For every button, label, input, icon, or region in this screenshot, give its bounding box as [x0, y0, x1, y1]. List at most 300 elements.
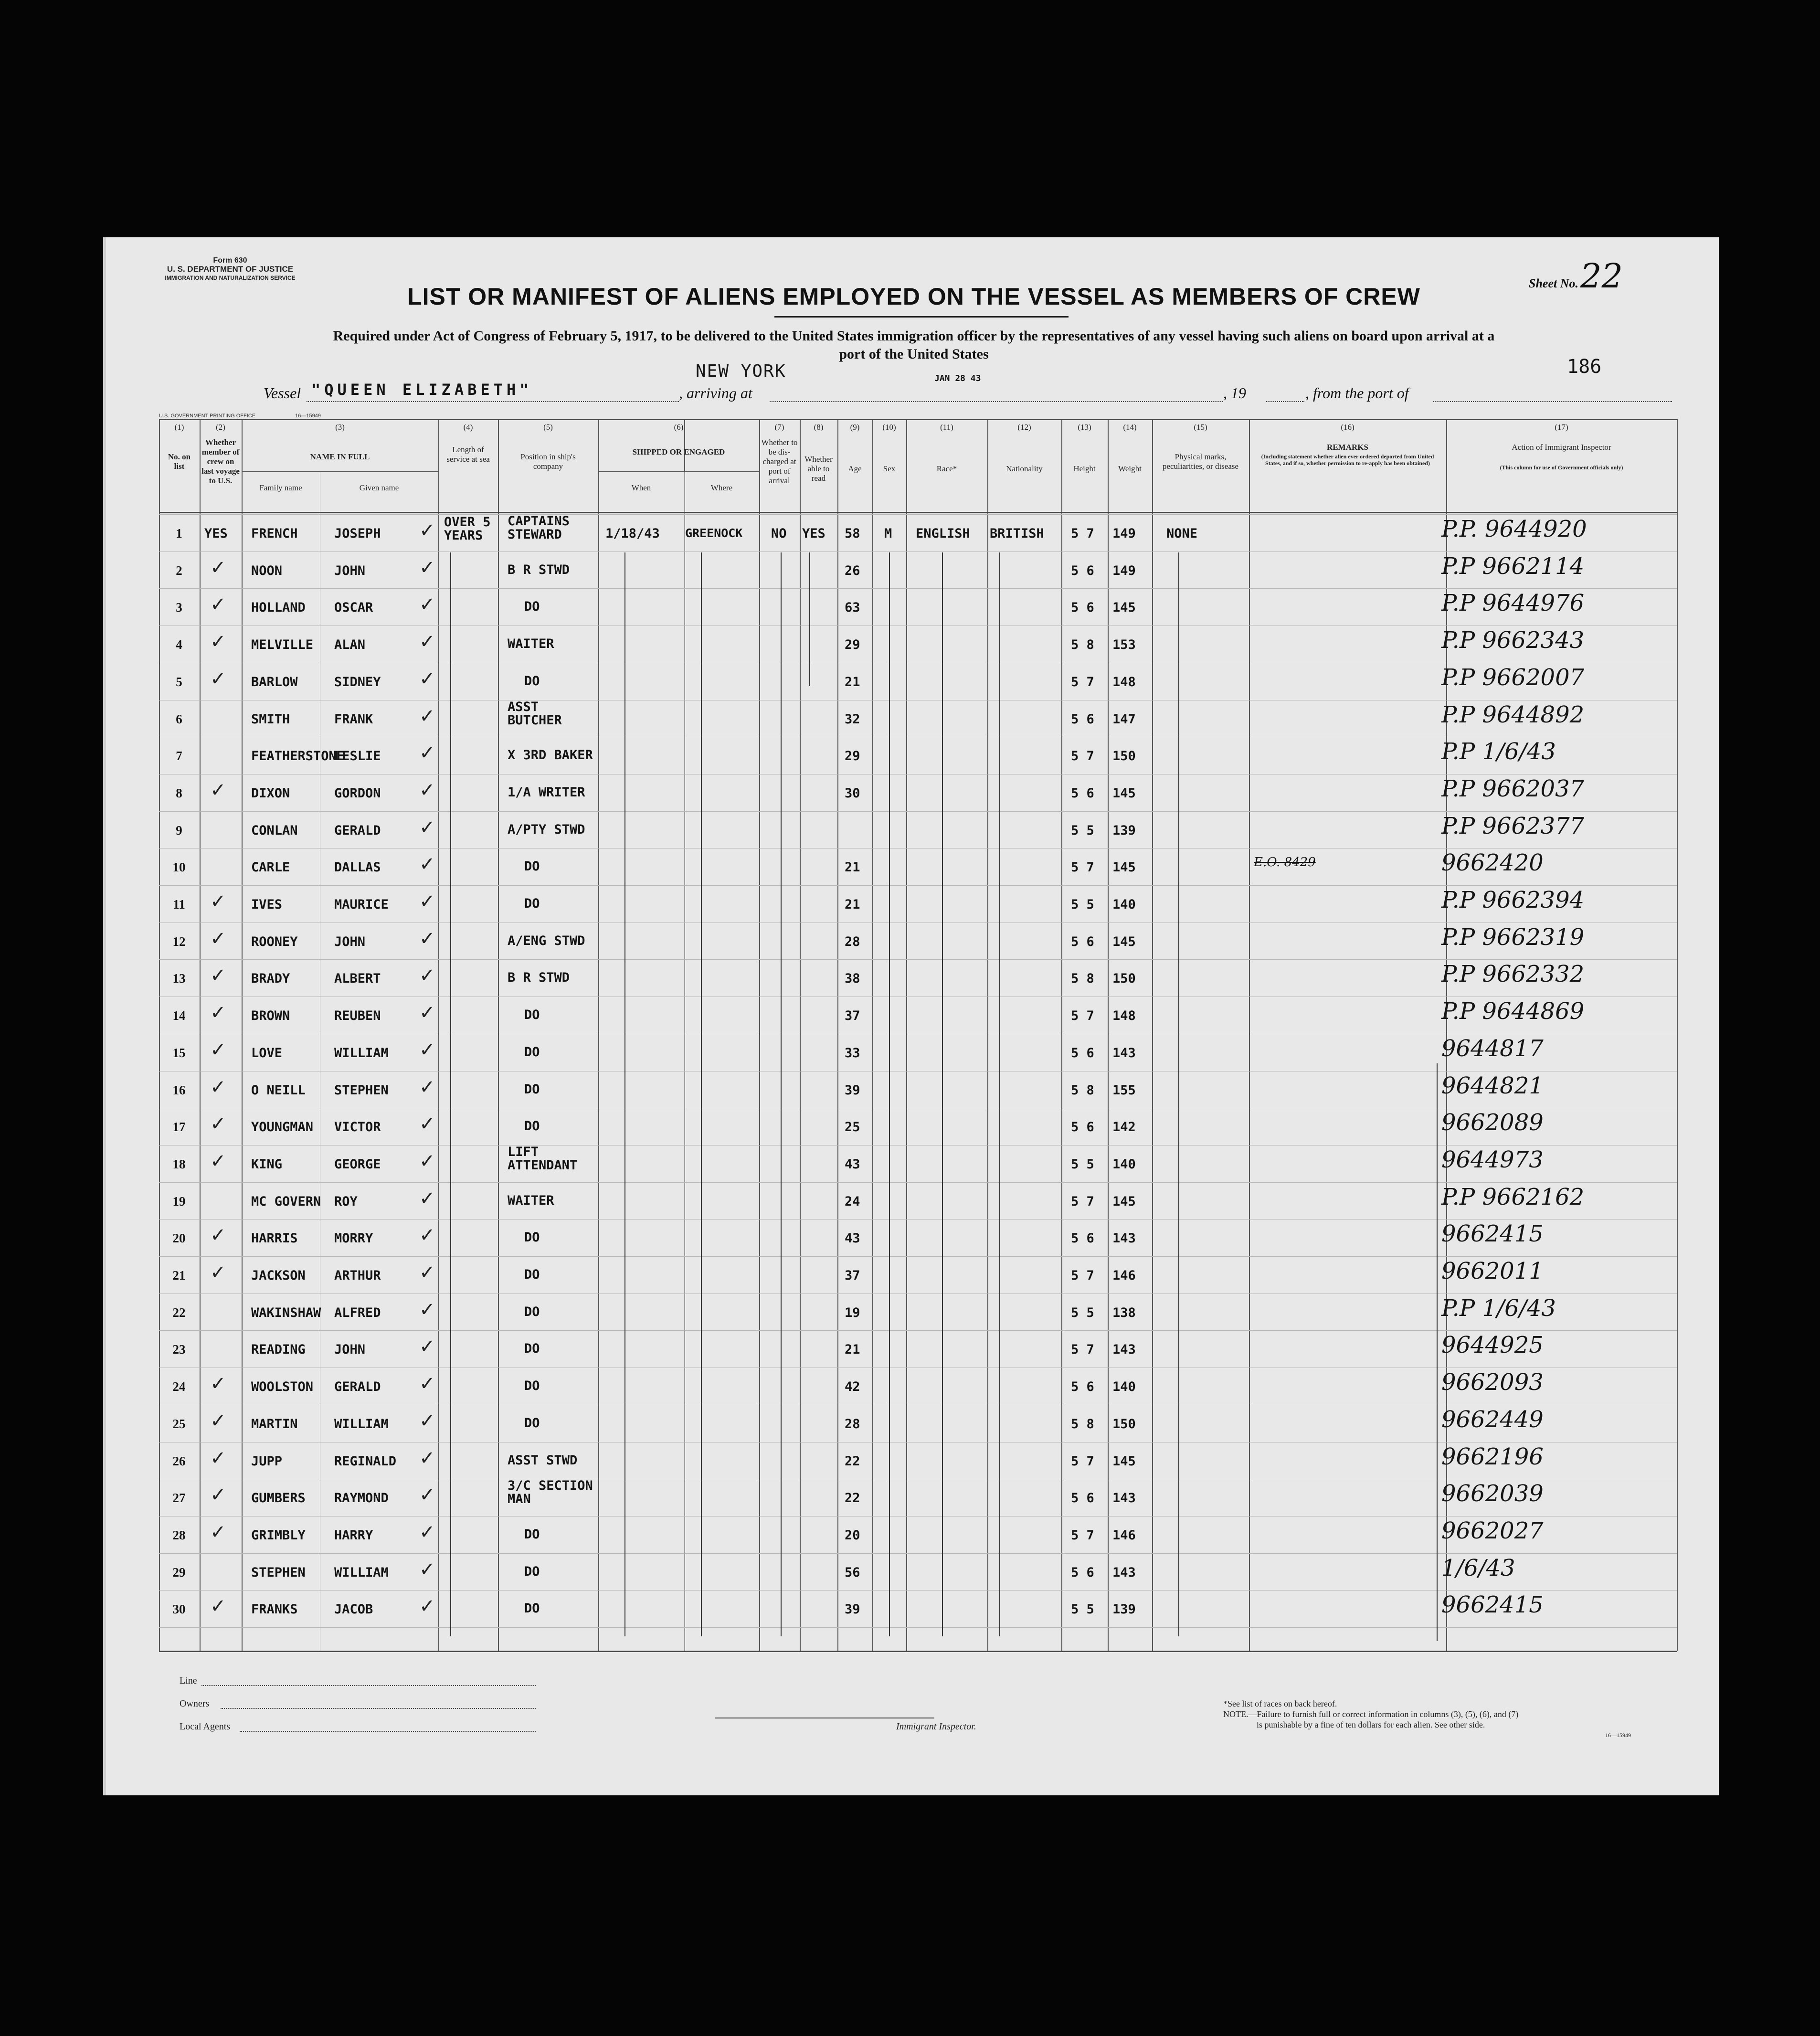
ditto-line — [781, 552, 782, 1636]
weight: 145 — [1112, 786, 1136, 801]
height: 5 8 — [1071, 1417, 1094, 1432]
member-mark: ✓ — [210, 1262, 226, 1283]
height: 5 7 — [1071, 675, 1094, 689]
given-name: JOHN — [334, 1342, 366, 1357]
position: X 3RD BAKER — [508, 748, 593, 763]
service-check: ✓ — [419, 520, 435, 541]
weight: 145 — [1112, 600, 1136, 615]
position: DO — [524, 1341, 540, 1356]
inspector-action: P.P 1/6/43 — [1441, 1295, 1556, 1322]
service-check: ✓ — [419, 742, 435, 764]
given-name: MAURICE — [334, 897, 389, 912]
header-action-sub: (This column for use of Government officials only) — [1500, 464, 1623, 471]
family-name: FRANKS — [251, 1602, 298, 1617]
position: ASST BUTCHER — [508, 700, 562, 728]
note-failure: NOTE.—Failure to furnish full or correct information in columns (3), (5), (6), and (7) — [1223, 1709, 1519, 1719]
weight: 138 — [1112, 1305, 1136, 1320]
weight: 140 — [1112, 897, 1136, 912]
weight: 139 — [1112, 1602, 1136, 1617]
age: 32 — [845, 712, 860, 727]
service-check: ✓ — [419, 1188, 435, 1209]
department-name: U. S. DEPARTMENT OF JUSTICE — [167, 265, 294, 274]
inspector-action: P.P 9662037 — [1441, 775, 1585, 802]
row-rule — [159, 959, 1677, 960]
inspector-action: P.P 9662343 — [1441, 627, 1585, 654]
inspector-label: Immigrant Inspector. — [896, 1721, 976, 1732]
given-name: ALFRED — [334, 1305, 381, 1320]
given-name: STEPHEN — [334, 1083, 389, 1098]
age: 39 — [845, 1083, 860, 1098]
weight: 150 — [1112, 1417, 1136, 1432]
able-to-read: YES — [802, 526, 825, 541]
footer-notes — [1223, 1698, 1631, 1740]
service-check: ✓ — [419, 1410, 435, 1432]
position: DO — [524, 1082, 540, 1097]
year-label: , 19 — [1223, 384, 1246, 402]
note-races: *See list of races on back hereof. — [1223, 1699, 1337, 1708]
position: B R STWD — [508, 562, 570, 577]
family-name: DIXON — [251, 786, 290, 801]
inspector-action: 9662449 — [1441, 1406, 1544, 1433]
family-name: BRADY — [251, 971, 290, 986]
member-mark: ✓ — [210, 631, 226, 653]
service-check: ✓ — [419, 1373, 435, 1395]
column-number: (4) — [463, 423, 473, 432]
inspector-action: P.P 9662319 — [1441, 924, 1585, 951]
family-name: READING — [251, 1342, 306, 1357]
weight: 153 — [1112, 637, 1136, 652]
position: B R STWD — [508, 970, 570, 985]
age: 39 — [845, 1602, 860, 1617]
row-number: 27 — [172, 1491, 186, 1505]
member-mark: ✓ — [210, 1150, 226, 1172]
row-number: 14 — [172, 1008, 186, 1023]
family-name: JUPP — [251, 1454, 283, 1469]
member-mark: ✓ — [210, 1447, 226, 1469]
height: 5 6 — [1071, 712, 1094, 727]
family-name: WOOLSTON — [251, 1379, 314, 1394]
form-number: Form 630 — [213, 256, 247, 265]
weight: 143 — [1112, 1342, 1136, 1357]
position: DO — [524, 1564, 540, 1579]
column-number: (14) — [1123, 423, 1137, 432]
height: 5 6 — [1071, 1120, 1094, 1135]
age: 21 — [845, 675, 860, 689]
family-name: SMITH — [251, 712, 290, 727]
position: DO — [524, 1045, 540, 1060]
row-number: 11 — [173, 897, 185, 912]
member-mark: ✓ — [210, 1410, 226, 1432]
family-name: KING — [251, 1157, 283, 1172]
stamp-number: 186 — [1567, 356, 1602, 378]
family-name: NOON — [251, 563, 283, 578]
column-rule — [242, 419, 243, 1651]
height: 5 6 — [1071, 786, 1094, 801]
header-weight: Weight — [1118, 464, 1142, 473]
column-rule — [159, 419, 160, 1651]
height: 5 6 — [1071, 600, 1094, 615]
height: 5 8 — [1071, 637, 1094, 652]
position: DO — [524, 1527, 540, 1542]
height: 5 5 — [1071, 1602, 1094, 1617]
from-port-dotline — [1433, 401, 1672, 402]
given-name: JOHN — [334, 563, 366, 578]
family-name: MARTIN — [251, 1417, 298, 1432]
given-name: LESLIE — [334, 749, 381, 764]
sheet-label: Sheet No. — [1529, 276, 1578, 290]
header-nationality: Nationality — [1006, 464, 1043, 473]
given-name: ROY — [334, 1194, 358, 1209]
given-name: ALBERT — [334, 971, 381, 986]
given-name: VICTOR — [334, 1120, 381, 1135]
family-name: MC GOVERN — [251, 1194, 321, 1209]
inspector-action: 9662039 — [1441, 1480, 1544, 1507]
subtitle-line-2: port of the United States — [839, 346, 989, 362]
inspector-action: P.P. 9644920 — [1441, 516, 1587, 542]
header-bottom-rule — [159, 512, 1677, 513]
row-number: 12 — [172, 934, 186, 949]
position: ASST STWD — [508, 1453, 578, 1468]
height: 5 7 — [1071, 1342, 1094, 1357]
family-name: HOLLAND — [251, 600, 306, 615]
position: A/PTY STWD — [508, 822, 585, 837]
row-number: 5 — [176, 675, 182, 689]
family-name: LOVE — [251, 1046, 283, 1060]
header-height: Height — [1073, 464, 1096, 473]
column-number: (17) — [1555, 423, 1568, 432]
age: 38 — [845, 971, 860, 986]
row-rule — [159, 1627, 1677, 1628]
row-rule — [159, 1182, 1677, 1183]
given-name: REGINALD — [334, 1454, 397, 1469]
column-rule — [1152, 419, 1153, 1651]
position: CAPTAINS STEWARD — [508, 514, 570, 542]
footer-owners-label: Owners — [180, 1698, 210, 1709]
height: 5 6 — [1071, 1046, 1094, 1060]
weight: 143 — [1112, 1565, 1136, 1580]
age: 33 — [845, 1046, 860, 1060]
age: 43 — [845, 1231, 860, 1246]
row-number: 2 — [176, 563, 182, 578]
height: 5 7 — [1071, 526, 1094, 541]
row-number: 8 — [176, 786, 182, 800]
weight: 147 — [1112, 712, 1136, 727]
header-able-read: Whether able to read — [804, 455, 833, 483]
family-name: HARRIS — [251, 1231, 298, 1246]
position: DO — [524, 674, 540, 689]
table-bottom-rule — [159, 1651, 1677, 1652]
service-name: IMMIGRATION AND NATURALIZATION SERVICE — [165, 275, 296, 281]
weight: 155 — [1112, 1083, 1136, 1098]
line-dotline — [201, 1685, 536, 1686]
age: 20 — [845, 1528, 860, 1543]
height: 5 6 — [1071, 563, 1094, 578]
position: DO — [524, 1304, 540, 1319]
height: 5 7 — [1071, 860, 1094, 875]
header-position: Position in ship's company — [520, 452, 576, 471]
ditto-line — [701, 552, 702, 1636]
service-check: ✓ — [419, 779, 435, 801]
header-remarks-sub: (Including statement whether alien ever ordered deported from United States, and if so, whether permission to re-apply has been obtained) — [1261, 453, 1434, 467]
row-rule — [159, 551, 1677, 552]
service-check: ✓ — [419, 1559, 435, 1580]
age: 58 — [845, 526, 860, 541]
position: A/ENG STWD — [508, 933, 585, 948]
position: WAITER — [508, 1193, 554, 1208]
height: 5 6 — [1071, 934, 1094, 949]
member-mark: ✓ — [210, 1113, 226, 1135]
row-rule — [159, 1553, 1677, 1554]
family-name: BARLOW — [251, 675, 298, 689]
shipped-where: GREENOCK — [685, 526, 743, 540]
row-number: 26 — [172, 1454, 186, 1468]
column-number: (6) — [674, 423, 684, 432]
row-number: 13 — [172, 971, 186, 986]
column-number: (3) — [335, 423, 345, 432]
header-remarks: REMARKS — [1327, 443, 1368, 452]
service-check: ✓ — [419, 965, 435, 986]
inspector-action: 9644821 — [1441, 1072, 1544, 1099]
height: 5 5 — [1071, 1305, 1094, 1320]
row-number: 19 — [172, 1194, 186, 1209]
column-number: (7) — [774, 423, 784, 432]
manifest-sheet — [103, 237, 1719, 1795]
row-rule — [159, 588, 1677, 589]
member-mark: ✓ — [210, 1373, 226, 1395]
row-number: 10 — [172, 860, 186, 874]
row-number: 25 — [172, 1417, 186, 1431]
service-check: ✓ — [419, 1039, 435, 1061]
row-number: 6 — [176, 712, 182, 726]
owners-dotline — [221, 1708, 536, 1709]
height: 5 7 — [1071, 1454, 1094, 1469]
shipped-group-rule — [598, 471, 759, 472]
member-mark: ✓ — [210, 1076, 226, 1098]
inspector-action: 9662011 — [1441, 1258, 1544, 1284]
inspector-action: P.P 9662332 — [1441, 961, 1585, 987]
ditto-line — [942, 552, 943, 1636]
age: 37 — [845, 1008, 860, 1023]
age: 29 — [845, 637, 860, 652]
member-mark: ✓ — [210, 1039, 226, 1061]
age: 21 — [845, 1342, 860, 1357]
height: 5 6 — [1071, 1231, 1094, 1246]
inspector-action: 9662027 — [1441, 1517, 1544, 1544]
weight: 140 — [1112, 1157, 1136, 1172]
age: 63 — [845, 600, 860, 615]
vessel-name: "QUEEN ELIZABETH" — [311, 381, 533, 399]
height: 5 6 — [1071, 1379, 1094, 1394]
height: 5 6 — [1071, 1565, 1094, 1580]
service-check: ✓ — [419, 891, 435, 912]
row-number: 4 — [176, 637, 182, 652]
column-number: (2) — [216, 423, 225, 432]
header-no-on-list: No. on list — [168, 452, 191, 471]
member-mark: ✓ — [210, 779, 226, 801]
header-action: Action of Immigrant Inspector — [1512, 443, 1611, 452]
member-mark: ✓ — [210, 668, 226, 690]
position: DO — [524, 896, 540, 911]
note-fine: is punishable by a fine of ten dollars for each alien. See other side. — [1257, 1720, 1485, 1729]
height: 5 5 — [1071, 897, 1094, 912]
column-number: (12) — [1017, 423, 1031, 432]
inspector-action: 9644973 — [1441, 1146, 1544, 1173]
row-number: 7 — [176, 749, 182, 763]
length-of-service: OVER 5 YEARS — [444, 515, 491, 543]
document-title: LIST OR MANIFEST OF ALIENS EMPLOYED ON THE VESSEL AS MEMBERS OF CREW — [407, 283, 1420, 310]
given-name: SIDNEY — [334, 675, 381, 689]
header-race: Race* — [936, 464, 957, 473]
age: 29 — [845, 749, 860, 764]
family-name: BROWN — [251, 1008, 290, 1023]
service-check: ✓ — [419, 1521, 435, 1543]
inspector-action: P.P 9662007 — [1441, 664, 1585, 691]
inspector-action: 9662415 — [1441, 1591, 1544, 1618]
age: 22 — [845, 1454, 860, 1469]
inspector-action: 9662196 — [1441, 1443, 1544, 1470]
row-number: 30 — [172, 1602, 186, 1616]
discharged: NO — [771, 526, 787, 541]
height: 5 8 — [1071, 971, 1094, 986]
position: DO — [524, 1416, 540, 1431]
service-check: ✓ — [419, 594, 435, 615]
member-mark: ✓ — [210, 1521, 226, 1543]
column-number: (10) — [882, 423, 896, 432]
member-mark: ✓ — [210, 1002, 226, 1024]
header-name-in-full: NAME IN FULL — [310, 452, 370, 461]
given-name: FRANK — [334, 712, 373, 727]
row-rule — [159, 811, 1677, 812]
family-name: STEPHEN — [251, 1565, 306, 1580]
age: 30 — [845, 786, 860, 801]
given-name: REUBEN — [334, 1008, 381, 1023]
header-shipped-engaged: SHIPPED OR ENGAGED — [632, 447, 725, 456]
weight: 139 — [1112, 823, 1136, 838]
nationality: BRITISH — [990, 526, 1044, 541]
header-where: Where — [710, 483, 733, 492]
weight: 148 — [1112, 1008, 1136, 1023]
row-number: 28 — [172, 1528, 186, 1542]
given-name: WILLIAM — [334, 1565, 389, 1580]
footer-agents-label: Local Agents — [180, 1721, 231, 1732]
age: 19 — [845, 1305, 860, 1320]
agents-dotline — [240, 1731, 536, 1732]
inspector-action: P.P 9644976 — [1441, 590, 1585, 616]
service-check: ✓ — [419, 1150, 435, 1172]
weight: 142 — [1112, 1120, 1136, 1135]
form-header — [144, 256, 316, 282]
family-name: IVES — [251, 897, 283, 912]
inspector-action: 9644817 — [1441, 1035, 1544, 1062]
weight: 145 — [1112, 860, 1136, 875]
given-name: GEORGE — [334, 1157, 381, 1172]
ditto-line — [624, 552, 625, 1636]
row-number: 24 — [172, 1379, 186, 1394]
ditto-line — [809, 552, 810, 686]
footer-line-label: Line — [180, 1675, 197, 1686]
inspector-action: 9662089 — [1441, 1109, 1544, 1136]
age: 28 — [845, 934, 860, 949]
given-name: MORRY — [334, 1231, 373, 1246]
height: 5 7 — [1071, 1528, 1094, 1543]
weight: 146 — [1112, 1268, 1136, 1283]
weight: 150 — [1112, 749, 1136, 764]
from-port-label: , from the port of — [1305, 384, 1409, 402]
year-dotline — [1266, 401, 1304, 402]
service-check: ✓ — [419, 1447, 435, 1469]
age: 43 — [845, 1157, 860, 1172]
inspector-action: P.P 9644869 — [1441, 998, 1585, 1025]
family-name: JACKSON — [251, 1268, 306, 1283]
header-top-rule — [159, 419, 1677, 420]
ditto-line — [1437, 1063, 1438, 1641]
row-number: 17 — [172, 1120, 186, 1134]
column-rule — [1249, 419, 1250, 1651]
row-number: 29 — [172, 1565, 186, 1580]
inspector-action: 9662420 — [1441, 849, 1544, 876]
position: DO — [524, 1119, 540, 1134]
given-name: JACOB — [334, 1602, 373, 1617]
given-name: HARRY — [334, 1528, 373, 1543]
race: ENGLISH — [916, 526, 970, 541]
column-rule — [837, 419, 838, 1651]
family-name: GUMBERS — [251, 1491, 306, 1506]
family-name: FRENCH — [251, 526, 298, 541]
position: 1/A WRITER — [508, 785, 585, 800]
age: 22 — [845, 1491, 860, 1506]
inspector-action: 9644925 — [1441, 1332, 1544, 1358]
header-sex: Sex — [883, 464, 896, 473]
given-name: RAYMOND — [334, 1491, 389, 1506]
service-check: ✓ — [419, 631, 435, 653]
given-name: ALAN — [334, 637, 366, 652]
inspector-action: P.P 1/6/43 — [1441, 738, 1556, 765]
given-name: WILLIAM — [334, 1046, 389, 1060]
ditto-line — [1178, 552, 1179, 1636]
position: DO — [524, 1601, 540, 1616]
vessel-label: Vessel — [264, 384, 301, 402]
row-number: 15 — [172, 1046, 186, 1060]
member-mark: ✓ — [210, 594, 226, 615]
subtitle-line-1: Required under Act of Congress of February 5, 1917, to be delivered to the United States immigration officer by the representatives of any vessel having such aliens on board upon arrival at a — [333, 328, 1495, 344]
when-where-split-rule — [684, 471, 685, 1651]
given-name: DALLAS — [334, 860, 381, 875]
weight: 149 — [1112, 563, 1136, 578]
position: DO — [524, 1007, 540, 1022]
ditto-line — [450, 552, 451, 1636]
row-number: 3 — [176, 600, 182, 615]
service-check: ✓ — [419, 1299, 435, 1321]
position: WAITER — [508, 636, 554, 651]
row-number: 23 — [172, 1342, 186, 1357]
weight: 140 — [1112, 1379, 1136, 1394]
age: 21 — [845, 897, 860, 912]
arriving-port: NEW YORK — [696, 361, 786, 381]
crew-table — [159, 419, 1677, 1651]
sex: M — [884, 526, 892, 541]
service-check: ✓ — [419, 1002, 435, 1024]
name-group-rule — [242, 471, 438, 472]
service-check: ✓ — [419, 1113, 435, 1135]
weight: 145 — [1112, 1454, 1136, 1469]
column-rule — [1108, 419, 1109, 1651]
printing-code: 16—15949 — [295, 413, 321, 419]
family-name: O NEILL — [251, 1083, 306, 1098]
header-age: Age — [848, 464, 862, 473]
row-number: 1 — [176, 526, 182, 541]
given-name: OSCAR — [334, 600, 373, 615]
row-number: 9 — [176, 823, 182, 838]
